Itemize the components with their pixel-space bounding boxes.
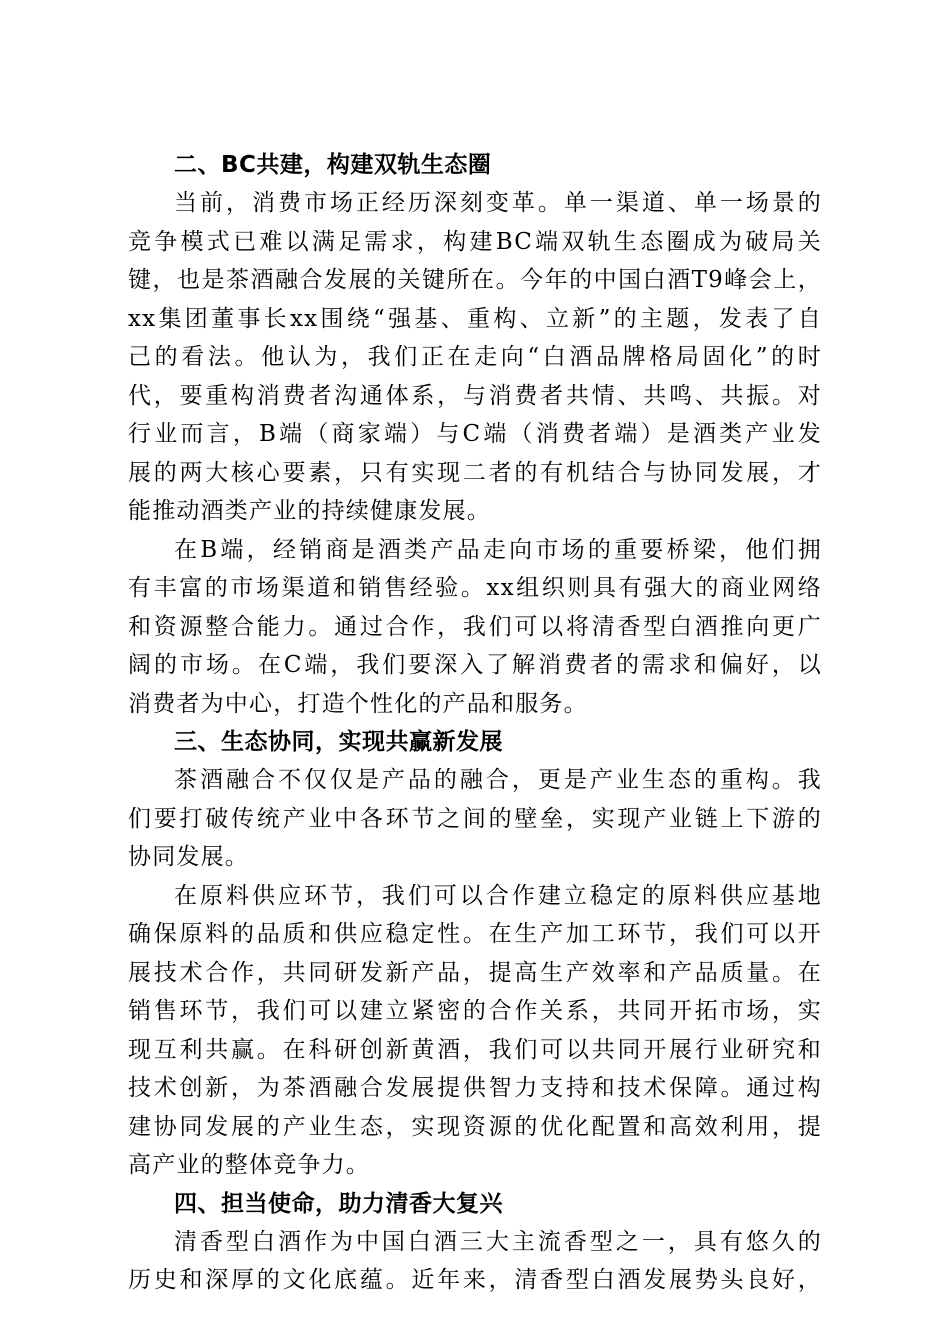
text-line: 清香型白酒作为中国白酒三大主流香型之一，具有悠久的 <box>174 1228 822 1255</box>
paragraph-supply-chain <box>128 877 822 1185</box>
text-line: 阔的市场。在C端，我们要深入了解消费者的需求和偏好，以 <box>128 652 822 678</box>
text-line: 展的两大核心要素，只有实现二者的有机结合与协同发展，才 <box>128 459 822 486</box>
text-line: 技术创新，为茶酒融合发展提供智力支持和技术保障。通过构 <box>128 1075 822 1101</box>
paragraph-bc-intro <box>128 184 822 531</box>
section-heading-3: 三、生态协同，实现共赢新发展 <box>174 729 503 755</box>
text-line: 行业而言，B端（商家端）与C端（消费者端）是酒类产业发 <box>128 421 822 447</box>
text-line: 历史和深厚的文化底蕴。近年来，清香型白酒发展势头良好， <box>128 1267 822 1293</box>
paragraph-b-c-ends <box>128 531 822 724</box>
text-line: 键，也是茶酒融合发展的关键所在。今年的中国白酒T9峰会上， <box>128 267 822 293</box>
text-line: 高产业的整体竞争力。 <box>128 1152 370 1178</box>
section-heading-4: 四、担当使命，助力清香大复兴 <box>174 1190 503 1217</box>
text-line: 建协同发展的产业生态，实现资源的优化配置和高效利用，提 <box>128 1113 822 1140</box>
text-line: 代，要重构消费者沟通体系，与消费者共情、共鸣、共振。对 <box>128 382 822 409</box>
paragraph-ecosystem-intro <box>128 761 822 877</box>
text-line: 竞争模式已难以满足需求，构建BC端双轨生态圈成为破局关 <box>128 228 822 255</box>
paragraph-qingxiang-history <box>128 1223 822 1300</box>
document-body <box>128 146 822 1300</box>
text-line: 销售环节，我们可以建立紧密的合作关系，共同开拓市场，实 <box>128 998 822 1024</box>
text-line: 当前，消费市场正经历深刻变革。单一渠道、单一场景的 <box>174 190 822 216</box>
text-line: 有丰富的市场渠道和销售经验。xx组织则具有强大的商业网络 <box>128 575 822 601</box>
text-line: 消费者为中心，打造个性化的产品和服务。 <box>128 690 588 717</box>
text-line: 确保原料的品质和供应稳定性。在生产加工环节，我们可以开 <box>128 921 822 947</box>
text-line: 展技术合作，共同研发新产品，提高生产效率和产品质量。在 <box>128 959 822 986</box>
text-line: 协同发展。 <box>128 844 249 870</box>
text-line: 现互利共赢。在科研创新黄酒，我们可以共同开展行业研究和 <box>128 1036 822 1063</box>
text-line: 茶酒融合不仅仅是产品的融合，更是产业生态的重构。我 <box>174 767 822 793</box>
text-line: 们要打破传统产业中各环节之间的壁垒，实现产业链上下游的 <box>128 805 822 832</box>
section-heading-2: 二、BC共建，构建双轨生态圈 <box>174 152 492 178</box>
text-line: 在B端，经销商是酒类产品走向市场的重要桥梁，他们拥 <box>174 536 822 563</box>
text-line: 能推动酒类产业的持续健康发展。 <box>128 498 491 524</box>
text-line: 在原料供应环节，我们可以合作建立稳定的原料供应基地 <box>174 882 822 909</box>
text-line: 己的看法。他认为，我们正在走向“白酒品牌格局固化”的时 <box>128 344 822 370</box>
text-line: 和资源整合能力。通过合作，我们可以将清香型白酒推向更广 <box>128 613 822 640</box>
text-line: xx集团董事长xx围绕“强基、重构、立新”的主题，发表了自 <box>128 305 822 332</box>
